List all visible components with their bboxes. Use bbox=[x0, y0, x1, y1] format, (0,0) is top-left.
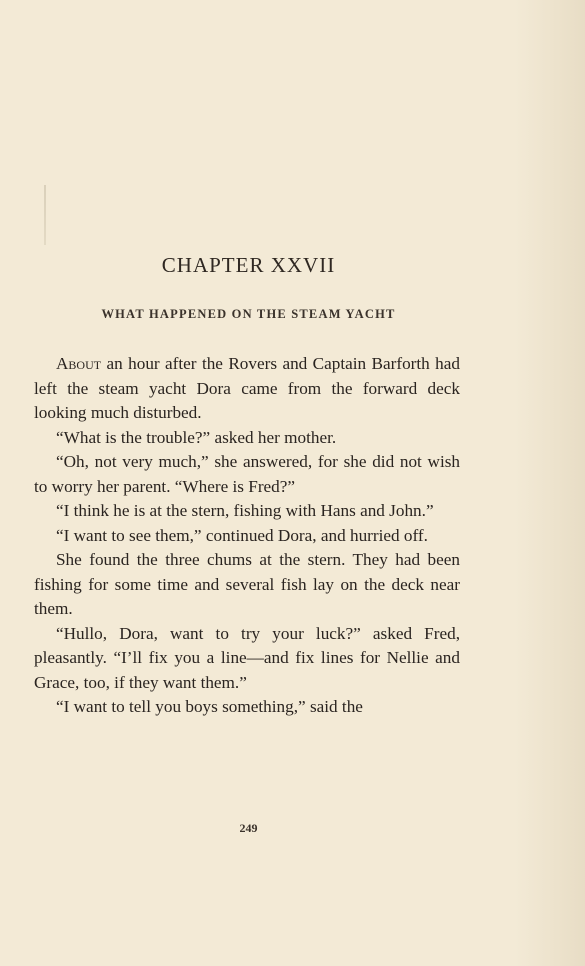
chapter-subtitle: WHAT HAPPENED ON THE STEAM YACHT bbox=[101, 307, 396, 321]
body-text bbox=[34, 352, 460, 720]
paragraph-text: an hour after the Rovers and Captain Barforth had left the steam yacht Dora came from the forward deck looking much disturbed. bbox=[34, 354, 460, 422]
paragraph: “Oh, not very much,” she answered, for she did not wish to worry her parent. “Where is Fred?” bbox=[34, 452, 460, 496]
paragraph bbox=[34, 352, 460, 426]
paragraph-lead-word: About bbox=[56, 354, 102, 373]
paragraph: “I want to see them,” continued Dora, and hurried off. bbox=[56, 525, 428, 545]
paragraph: “What is the trouble?” asked her mother. bbox=[56, 427, 337, 447]
margin-mark bbox=[44, 185, 46, 245]
paragraph: “I want to tell you boys something,” said the bbox=[56, 697, 363, 716]
paragraph: She found the three chums at the stern. They had been fishing for some time and several fish lay on the deck near them. bbox=[34, 550, 460, 618]
page-number: 249 bbox=[239, 821, 258, 835]
chapter-title: CHAPTER XXVII bbox=[161, 253, 336, 277]
paragraph: “Hullo, Dora, want to try your luck?” asked Fred, pleasantly. “I’ll fix you a line—and fix lines for Nellie and Grace, too, if they want them.” bbox=[34, 623, 460, 692]
paragraph: “I think he is at the stern, fishing with Hans and John.” bbox=[56, 501, 434, 520]
